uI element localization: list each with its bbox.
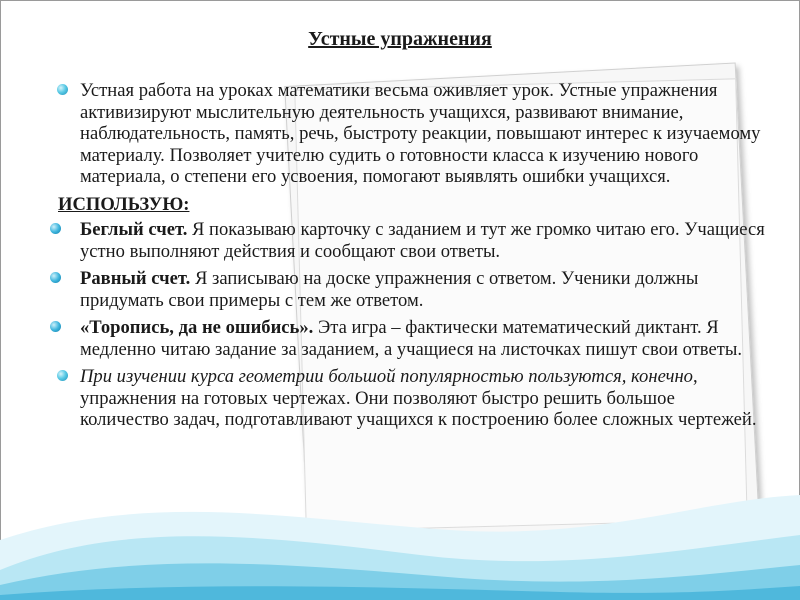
list-item	[50, 219, 765, 262]
final-paragraph	[50, 366, 765, 431]
bullet-icon	[57, 84, 68, 95]
wave-decoration	[0, 480, 800, 600]
bullet-icon	[57, 370, 68, 381]
intro-paragraph	[50, 80, 765, 188]
bullet-icon	[50, 321, 61, 332]
bullet-icon	[50, 223, 61, 234]
intro-text: Устная работа на уроках математики весьма оживляет урок. Устные упражнения активизируют мыслительную деятельность учащихся, развивают внимание, наблюдательность, память, речь, быстроту реакции, повышают интерес к изучаемому материалу. Позволяет учителю судить о готовности класса к изучению нового материала, о степени его усвоения, помогают выявлять ошибки учащихся.	[80, 80, 761, 187]
bullet-icon	[50, 272, 61, 283]
final-text: , упражнения на готовых чертежах. Они позволяют быстро решить большое количество задач, подготавливают учащихся к построению более сложных чертежей.	[80, 366, 757, 430]
use-heading: ИСПОЛЬЗУЮ:	[58, 193, 190, 215]
item-term: Беглый счет.	[80, 219, 188, 240]
item-text: Я записываю на доске упражнения с ответом. Ученики должны придумать свои примеры с тем же ответом.	[80, 268, 699, 311]
slide-content	[50, 80, 765, 437]
list-item	[50, 268, 765, 311]
item-term: Равный счет.	[80, 268, 191, 289]
item-text: Эта игра – фактически математический диктант. Я медленно читаю задание за заданием, а учащиеся на листочках пишут свои ответы.	[80, 317, 742, 360]
list-item	[50, 317, 765, 360]
final-italic-text: При изучении курса геометрии большой популярностью пользуются, конечно	[80, 366, 693, 387]
slide-title: Устные упражнения	[308, 28, 492, 50]
item-term: «Торопись, да не ошибись».	[80, 317, 314, 338]
item-text: Я показываю карточку с заданием и тут же громко читаю его. Учащиеся устно выполняют действия и сообщают свои ответы.	[80, 219, 765, 262]
